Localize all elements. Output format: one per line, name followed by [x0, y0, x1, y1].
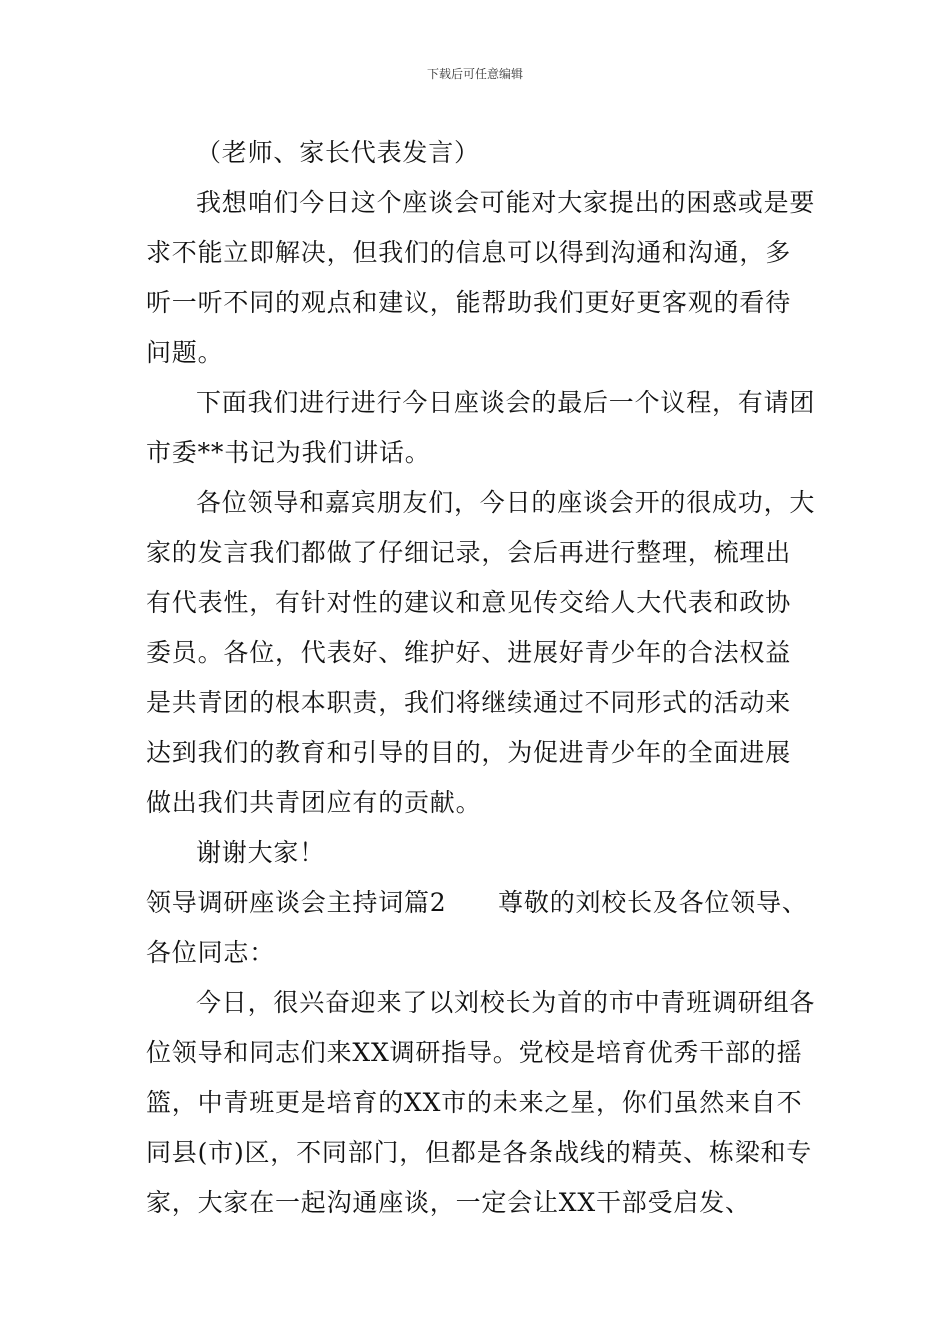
paragraph-agenda: 下面我们进行进行今日座谈会的最后一个议程，有请团市委**书记为我们讲话。 — [146, 388, 816, 467]
paragraph-summary: 各位领导和嘉宾朋友们，今日的座谈会开的很成功，大家的发言我们都做了仔细记录，会后再进行整理，梳理出有代表性，有针对性的建议和意见传交给人大代表和政协委员。各位，代表好、维护好、进展好青少年的合法权益是共青团的根本职责，我们将继续通过不同形式的活动来达到我们的教育和引导的目的，为促进青少年的全面进展做出我们共青团应有的贡献。 — [146, 488, 816, 817]
paragraph-discussion: 我想咱们今日这个座谈会可能对大家提出的困惑或是要求不能立即解决，但我们的信息可以得到沟通和沟通，多听一听不同的观点和建议，能帮助我们更好更客观的看待问题。 — [146, 188, 816, 367]
paragraph-speaker-note: （老师、家长代表发言） — [196, 138, 480, 167]
document-body — [146, 128, 816, 1228]
paragraph-welcome: 今日，很兴奋迎来了以刘校长为首的市中青班调研组各位领导和同志们来XX调研指导。党校是培育优秀干部的摇篮，中青班更是培育的XX市的未来之星，你们虽然来自不同县(市)区，不同部门，但都是各条战线的精英、栋梁和专家，大家在一起沟通座谈，一定会让XX干部受启发、 — [146, 988, 816, 1217]
paragraph-thanks: 谢谢大家！ — [196, 838, 326, 867]
paragraph-section-heading: 领导调研座谈会主持词篇2 尊敬的刘校长及各位领导、各位同志： — [146, 888, 808, 967]
page-header-note: 下载后可任意编辑 — [426, 67, 523, 81]
